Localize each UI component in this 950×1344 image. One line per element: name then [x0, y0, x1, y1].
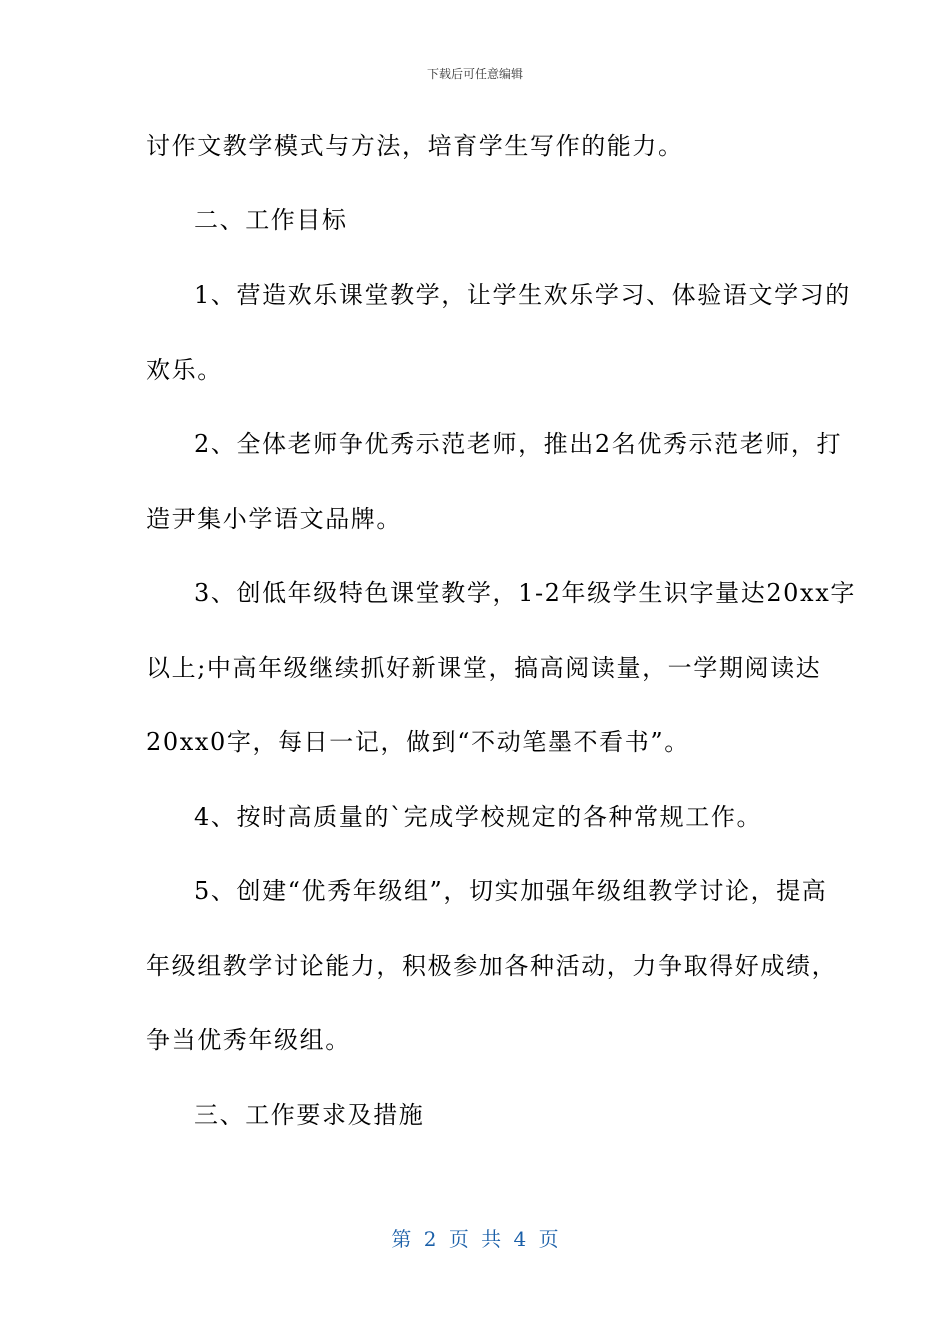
- body-line: 5、创建“优秀年级组”，切实加强年级组教学讨论，提高: [194, 877, 828, 905]
- body-line: 20xx0字，每日一记，做到“不动笔墨不看书”。: [146, 728, 690, 756]
- body-line: 1、营造欢乐课堂教学，让学生欢乐学习、体验语文学习的: [194, 281, 851, 309]
- body-line: 3、创低年级特色课堂教学，1-2年级学生识字量达20xx字: [194, 579, 856, 607]
- section-heading: 三、工作要求及措施: [194, 1101, 425, 1129]
- body-line: 年级组教学讨论能力，积极参加各种活动，力争取得好成绩，: [146, 952, 838, 980]
- body-line: 4、按时高质量的`完成学校规定的各种常规工作。: [194, 803, 763, 831]
- section-heading: 二、工作目标: [194, 206, 348, 234]
- body-line: 讨作文教学模式与方法，培育学生写作的能力。: [146, 132, 684, 160]
- page-number: 第 2 页 共 4 页: [391, 1227, 559, 1251]
- body-line: 2、全体老师争优秀示范老师，推出2名优秀示范老师，打: [194, 430, 843, 458]
- body-line: 以上;中高年级继续抓好新课堂，搞高阅读量，一学期阅读达: [146, 654, 822, 682]
- body-line: 造尹集小学语文品牌。: [146, 505, 402, 533]
- body-line: 争当优秀年级组。: [146, 1026, 351, 1054]
- body-line: 欢乐。: [146, 356, 223, 384]
- page-header: 下载后可任意编辑: [426, 67, 523, 81]
